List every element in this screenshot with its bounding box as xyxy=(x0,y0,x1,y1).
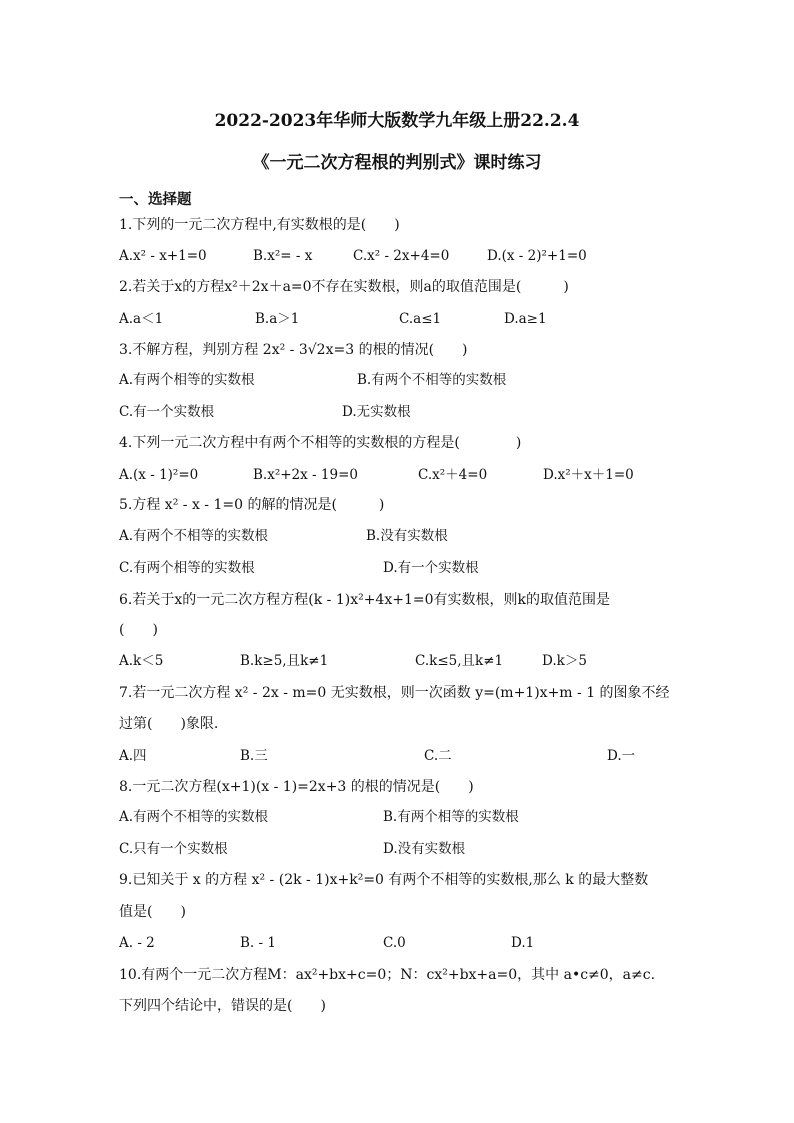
title-line-1: 2022-2023年华师大版数学九年级上册22.2.4 xyxy=(214,111,580,131)
q4-option-a: A.(x - 1)²=0 xyxy=(119,467,199,483)
question-9-stem-line-1: 9.已知关于 x 的方程 x² - (2k - 1)x+k²=0 有两个不相等的实数根,那么 k 的最大整数 xyxy=(119,872,649,888)
q3-option-b: B.有两个不相等的实数根 xyxy=(357,372,507,388)
q1-option-d: D.(x - 2)²+1=0 xyxy=(487,248,587,264)
q4-option-c: C.x²＋4=0 xyxy=(418,467,488,483)
q3-option-d: D.无实数根 xyxy=(342,404,411,420)
q5-option-d: D.有一个实数根 xyxy=(383,560,479,576)
q6-option-d: D.k＞5 xyxy=(542,653,587,669)
title-line-2: 《一元二次方程根的判别式》课时练习 xyxy=(252,153,542,173)
question-6-stem-line-1: 6.若关于x的一元二次方程方程(k - 1)x²+4x+1=0有实数根，则k的取值范围是 xyxy=(119,592,610,608)
q9-option-c: C.0 xyxy=(383,935,406,951)
q1-option-c: C.x² - 2x+4=0 xyxy=(353,248,450,264)
q3-option-a: A.有两个相等的实数根 xyxy=(119,372,255,388)
question-4-stem: 4.下列一元二次方程中有两个不相等的实数根的方程是( ) xyxy=(119,435,522,451)
question-5-stem: 5.方程 x² - x - 1=0 的解的情况是( ) xyxy=(119,497,385,513)
q7-option-b: B.三 xyxy=(240,748,268,764)
q8-option-b: B.有两个相等的实数根 xyxy=(383,809,519,825)
question-10-stem-line-2: 下列四个结论中，错误的是( ) xyxy=(119,998,326,1014)
q5-option-b: B.没有实数根 xyxy=(366,528,448,544)
question-8-stem: 8.一元二次方程(x+1)(x - 1)=2x+3 的根的情况是( ) xyxy=(119,779,474,795)
q7-option-c: C.二 xyxy=(424,748,452,764)
q9-option-d: D.1 xyxy=(511,935,535,951)
question-9-stem-line-2: 值是( ) xyxy=(119,904,186,920)
q5-option-a: A.有两个不相等的实数根 xyxy=(119,528,269,544)
q2-option-a: A.a＜1 xyxy=(119,311,164,327)
question-10-stem-line-1: 10.有两个一元二次方程M：ax²+bx+c=0；N：cx²+bx+a=0，其中 a•c≠0，a≠c. xyxy=(119,967,656,983)
q2-option-d: D.a≥1 xyxy=(504,311,547,327)
q9-option-a: A. - 2 xyxy=(119,935,155,951)
q8-option-d: D.没有实数根 xyxy=(383,841,466,857)
question-6-stem-line-2: ( ) xyxy=(119,622,158,638)
q8-option-a: A.有两个不相等的实数根 xyxy=(119,809,269,825)
q2-option-c: C.a≤1 xyxy=(399,311,442,327)
q3-option-c: C.有一个实数根 xyxy=(119,404,215,420)
q4-option-d: D.x²＋x＋1=0 xyxy=(543,467,634,483)
question-7-stem-line-2: 过第( )象限. xyxy=(119,716,219,732)
q9-option-b: B. - 1 xyxy=(240,935,276,951)
question-2-stem: 2.若关于x的方程x²＋2x＋a=0不存在实数根，则a的取值范围是( ) xyxy=(119,279,569,295)
q1-option-b: B.x²= - x xyxy=(253,248,313,264)
question-1-stem: 1.下列的一元二次方程中,有实数根的是( ) xyxy=(119,217,400,233)
q5-option-c: C.有两个相等的实数根 xyxy=(119,560,255,576)
q7-option-d: D.一 xyxy=(607,748,636,764)
question-3-stem: 3.不解方程，判别方程 2x² - 3√2x=3 的根的情况( ) xyxy=(119,342,468,358)
q6-option-c: C.k≤5,且k≠1 xyxy=(415,653,504,669)
q7-option-a: A.四 xyxy=(119,748,147,764)
section-heading: 一、选择题 xyxy=(119,191,192,208)
q1-option-a: A.x² - x+1=0 xyxy=(119,248,207,264)
q6-option-a: A.k＜5 xyxy=(119,653,164,669)
question-7-stem-line-1: 7.若一元二次方程 x² - 2x - m=0 无实数根，则一次函数 y=(m+1)x+m - 1 的图象不经 xyxy=(119,685,670,701)
q4-option-b: B.x²+2x - 19=0 xyxy=(253,467,358,483)
q6-option-b: B.k≥5,且k≠1 xyxy=(240,653,329,669)
q2-option-b: B.a＞1 xyxy=(255,311,300,327)
q8-option-c: C.只有一个实数根 xyxy=(119,841,228,857)
